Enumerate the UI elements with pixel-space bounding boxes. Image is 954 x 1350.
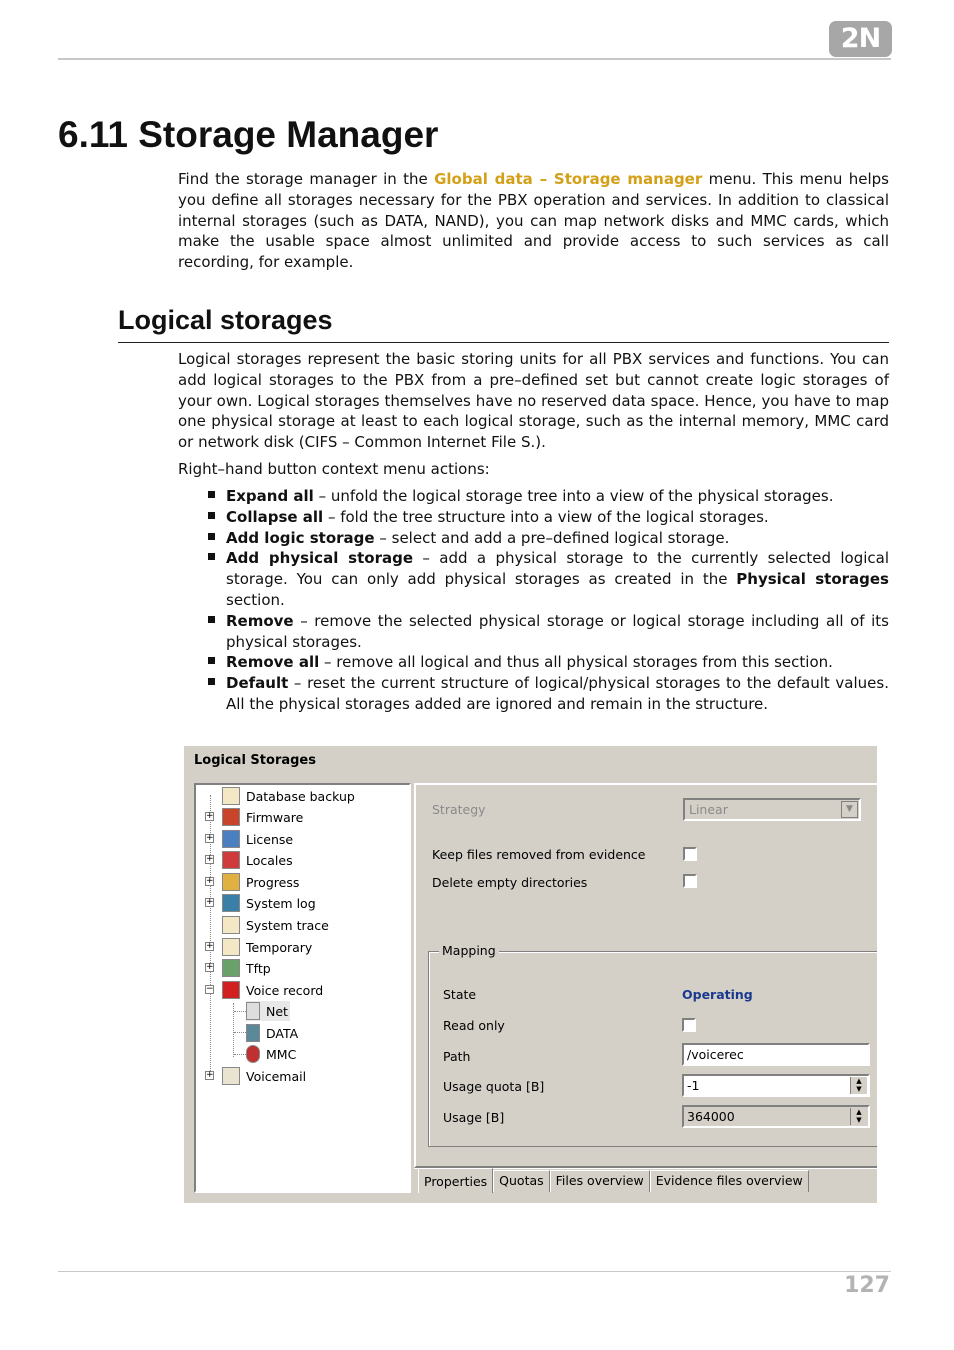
list-item: Default – reset the current structure of logical/physical storages to the default values. All the physical storages added are ignored and remain in the structure. [206,673,889,715]
strategy-select[interactable]: Linear ▼ [683,798,861,821]
tree-item-data[interactable]: DATA [246,1023,298,1043]
tab-quotas[interactable]: Quotas [493,1170,549,1192]
tab-properties[interactable]: Properties [418,1168,493,1193]
spin-icon[interactable]: ▲ ▼ [850,1077,867,1094]
brand-logo: 2N [829,21,892,57]
tab-strip [418,1168,809,1193]
footer-rule [58,1271,891,1272]
subsection-title: Logical storages [118,305,333,335]
subsection-rule [118,342,889,343]
expand-icon[interactable]: + [206,941,214,951]
server-icon [246,1002,260,1020]
keep-files-label: Keep files removed from evidence [432,847,646,862]
spin-icon[interactable]: ▲ ▼ [850,1108,867,1125]
tree-item-system-trace[interactable]: System trace [222,915,329,935]
tree-item-mmc[interactable]: MMC [246,1044,296,1064]
list-item: Add logic storage – select and add a pre–defined logical storage. [206,528,889,549]
chip-icon [246,1024,260,1042]
usage-label: Usage [B] [443,1110,505,1125]
delete-dirs-checkbox[interactable] [683,874,697,888]
strategy-label: Strategy [432,802,486,817]
tree-item-voice-record[interactable]: Voice record [222,980,323,1000]
path-label: Path [443,1049,471,1064]
logical-storages-paragraph: Logical storages represent the basic storing units for all PBX services and functions. You can add logical storages to the PBX from a pre–defined set but cannot create logic storages of your own. Logical storages themselves have no reserved data space. Hence, you have to map one physical storage at least to each logical storage, such as the internal memory, MMC card or network disk (CIFS – Common Internet File S.). [178,350,889,452]
window-title: Logical Storages [194,753,316,768]
tab-evidence-files-overview[interactable]: Evidence files overview [650,1170,809,1192]
folder-icon [222,916,240,934]
binary-icon [222,808,240,826]
delete-dirs-label: Delete empty directories [432,875,588,890]
log-icon [222,894,240,912]
keep-files-checkbox[interactable] [683,847,697,861]
certificate-icon [222,830,240,848]
tree-item-voicemail[interactable]: Voicemail [222,1066,306,1086]
flag-icon [222,851,240,869]
list-item: Add physical storage – add a physical storage to the currently selected logical storage. You can only add physical storages as created in the Physical storages section. [206,548,889,610]
folder-icon [222,938,240,956]
usage-quota-label: Usage quota [B] [443,1079,545,1094]
tree-item-locales[interactable]: Locales [222,850,293,870]
state-label: State [443,987,477,1002]
usage-stepper[interactable]: 364000 ▲ ▼ [682,1105,870,1128]
context-actions-list [206,486,889,715]
expand-icon[interactable]: + [206,811,214,821]
header-rule [58,58,891,60]
expand-icon[interactable]: + [206,962,214,972]
tree-item-firmware[interactable]: Firmware [222,807,303,827]
folder-icon [222,787,240,805]
expand-icon[interactable]: + [206,876,214,886]
card-icon [246,1045,260,1063]
menu-path-link[interactable]: Global data – Storage manager [434,170,703,188]
usage-quota-stepper[interactable]: -1 ▲ ▼ [682,1074,870,1097]
network-icon [222,959,240,977]
expand-icon[interactable]: + [206,1070,214,1080]
tree-item-progress[interactable]: Progress [222,872,299,892]
page-number: 127 [844,1273,890,1298]
properties-panel [414,783,877,1168]
progress-icon [222,873,240,891]
tree-item-license[interactable]: License [222,829,293,849]
section-title: 6.11 Storage Manager [58,114,439,155]
tree-item-database-backup[interactable]: Database backup [222,786,355,806]
expand-icon[interactable]: + [206,854,214,864]
collapse-icon[interactable]: − [206,984,214,994]
list-item: Expand all – unfold the logical storage tree into a view of the physical storages. [206,486,889,507]
envelope-icon [222,1067,240,1085]
intro-paragraph: Find the storage manager in the Global data – Storage manager menu. This menu helps you define all storages necessary for the PBX operation and services. In addition to classical internal storages (such as DATA, NAND), you can map network disks and MMC cards, which make the usable space almost unlimited and provide access to such services as call recording, for example. [178,170,889,272]
tree-item-temporary[interactable]: Temporary [222,937,312,957]
tree-item-net[interactable]: Net [246,1001,290,1021]
mapping-title: Mapping [439,943,499,958]
state-value: Operating [682,987,753,1002]
speaker-icon [222,981,240,999]
logical-storages-window [184,746,877,1203]
tree-item-system-log[interactable]: System log [222,893,316,913]
context-menu-intro: Right–hand button context menu actions: [178,460,490,478]
tree-item-tftp[interactable]: Tftp [222,958,271,978]
read-only-checkbox[interactable] [682,1018,696,1032]
path-input[interactable]: /voicerec [682,1043,870,1066]
read-only-label: Read only [443,1018,505,1033]
list-item: Collapse all – fold the tree structure into a view of the logical storages. [206,507,889,528]
chevron-down-icon: ▼ [841,801,858,818]
expand-icon[interactable]: + [206,897,214,907]
storage-tree[interactable] [194,783,411,1193]
mapping-group [428,943,877,1147]
tab-files-overview[interactable]: Files overview [550,1170,650,1192]
expand-icon[interactable]: + [206,833,214,843]
list-item: Remove all – remove all logical and thus all physical storages from this section. [206,652,889,673]
list-item: Remove – remove the selected physical storage or logical storage including all of its physical storages. [206,611,889,653]
